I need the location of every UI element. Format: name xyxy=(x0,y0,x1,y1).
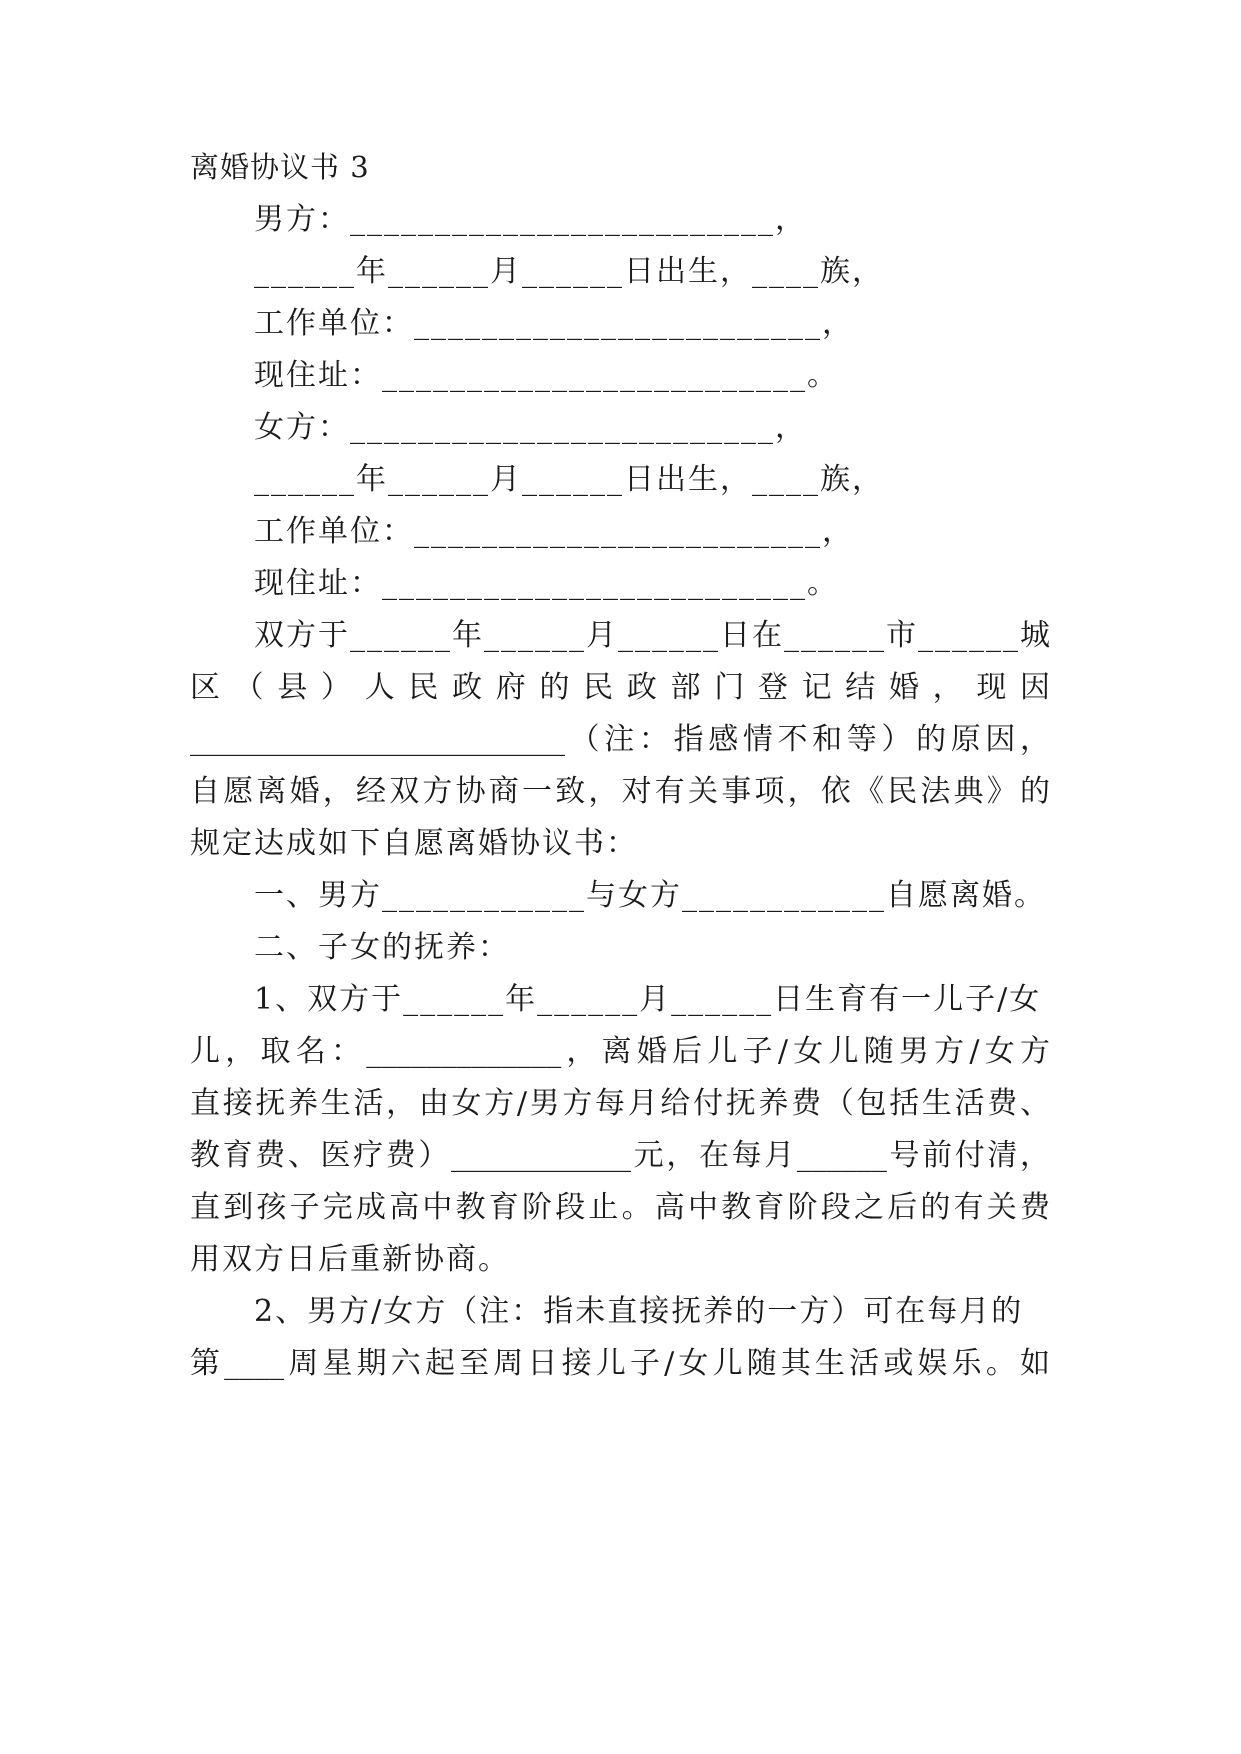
female-workplace-line: 工作单位：________________________， xyxy=(254,514,854,549)
clause-one-line: 一、男方____________与女方____________自愿离婚。 xyxy=(254,878,1046,913)
agreement-intro-line: 规定达成如下自愿离婚协议书： xyxy=(190,826,638,861)
male-address-line: 现住址：_________________________。 xyxy=(254,358,839,393)
clause-two-item-one-line-5: 直到孩子完成高中教育阶段止。高中教育阶段之后的有关费 xyxy=(190,1190,1050,1225)
female-address-line: 现住址：_________________________。 xyxy=(254,566,839,601)
clause-two-item-one-line-2: 儿，取名：_____________，离婚后儿子/女儿随男方/女方 xyxy=(190,1034,1050,1069)
document-title: 离婚协议书 3 xyxy=(190,150,370,184)
clause-two-item-two-line-1: 2、男方/女方（注：指未直接抚养的一方）可在每月的 xyxy=(254,1294,1024,1329)
clause-two-item-one-line-1: 1、双方于______年______月______日生育有一儿子/女 xyxy=(254,982,1042,1017)
male-name-line: 男方：_________________________， xyxy=(254,202,807,237)
female-name-line: 女方：_________________________， xyxy=(254,410,807,445)
registration-continuation-line: 区（县）人民政府的民政部门登记结婚，现因 xyxy=(190,670,1050,705)
clause-two-item-one-line-3: 直接抚养生活，由女方/男方每月给付抚养费（包括生活费、 xyxy=(190,1086,1050,1121)
reason-line: _________________________（注：指感情不和等）的原因， xyxy=(190,722,1050,757)
male-workplace-line: 工作单位：________________________， xyxy=(254,306,854,341)
agreement-basis-line: 自愿离婚，经双方协商一致，对有关事项，依《民法典》的 xyxy=(190,774,1050,809)
male-birth-line: ______年______月______日出生，____族， xyxy=(254,254,884,289)
clause-two-heading: 二、子女的抚养： xyxy=(254,930,510,965)
clause-two-item-one-line-6: 用双方日后重新协商。 xyxy=(190,1242,510,1277)
marriage-registration-line: 双方于______年______月______日在______市______城 xyxy=(254,618,1052,653)
clause-two-item-two-line-2: 第____周星期六起至周日接儿子/女儿随其生活或娱乐。如 xyxy=(190,1346,1050,1381)
clause-two-item-one-line-4: 教育费、医疗费）____________元，在每月______号前付清， xyxy=(190,1138,1050,1173)
female-birth-line: ______年______月______日出生，____族， xyxy=(254,462,884,497)
